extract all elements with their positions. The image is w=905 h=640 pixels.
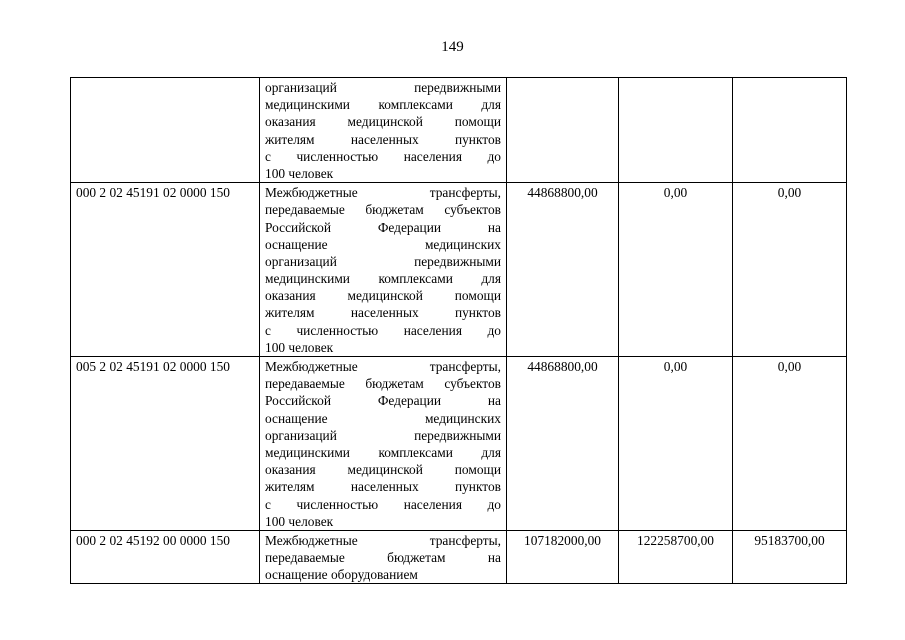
description-line: передаваемые бюджетам субъектов [265,202,501,218]
amount-cell-3 [733,78,847,183]
description-cell [260,78,507,183]
amount-cell-1: 44868800,00 [507,357,619,531]
description-line: оснащение медицинских [265,236,501,252]
description-cell [260,357,507,531]
amount-cell-3: 95183700,00 [733,530,847,584]
description-line: оснащение медицинских [265,410,501,426]
description-line: организаций передвижными [265,253,501,269]
description-line: с численностью населения до [265,322,501,338]
amount-cell-3: 0,00 [733,183,847,357]
description-line: медицинскими комплексами для [265,271,501,287]
amount-cell-3: 0,00 [733,357,847,531]
description-line: медицинскими комплексами для [265,97,501,113]
description-line: оказания медицинской помощи [265,462,501,478]
description-line: Межбюджетные трансферты, [265,532,501,548]
description-line: Российской Федерации на [265,219,501,235]
description-cell [260,183,507,357]
budget-code-cell: 000 2 02 45192 00 0000 150 [71,530,260,584]
amount-cell-2 [619,78,733,183]
table-row [71,183,847,357]
amount-cell-2: 0,00 [619,357,733,531]
description-line: Межбюджетные трансферты, [265,359,501,374]
amount-cell-2: 0,00 [619,183,733,357]
description-line: с численностью населения до [265,148,501,164]
description-line: жителям населенных пунктов [265,131,501,147]
budget-code-cell: 000 2 02 45191 02 0000 150 [71,183,260,357]
table-body [71,78,847,584]
description-line: 100 человек [265,165,334,181]
budget-code-cell: 005 2 02 45191 02 0000 150 [71,357,260,531]
description-line: передаваемые бюджетам на [265,550,501,566]
amount-cell-1: 44868800,00 [507,183,619,357]
description-cell [260,530,507,584]
table-row [71,530,847,584]
description-line: жителям населенных пунктов [265,305,501,321]
description-line: организаций передвижными [265,80,501,95]
table-row [71,78,847,183]
amount-cell-1: 107182000,00 [507,530,619,584]
budget-code-cell [71,78,260,183]
description-line: жителям населенных пунктов [265,479,501,495]
description-line: оказания медицинской помощи [265,114,501,130]
description-line: 100 человек [265,513,334,529]
amount-cell-2: 122258700,00 [619,530,733,584]
description-line: 100 человек [265,339,334,355]
description-line: Межбюджетные трансферты, [265,185,501,201]
description-line: оснащение оборудованием [265,567,418,583]
description-line: медицинскими комплексами для [265,444,501,460]
description-line: Российской Федерации на [265,393,501,409]
amount-cell-1 [507,78,619,183]
description-line: с численностью населения до [265,496,501,512]
description-line: передаваемые бюджетам субъектов [265,376,501,392]
budget-table [70,77,847,584]
description-line: организаций передвижными [265,427,501,443]
description-line: оказания медицинской помощи [265,288,501,304]
page-number: 149 [441,39,464,55]
table-row [71,357,847,531]
